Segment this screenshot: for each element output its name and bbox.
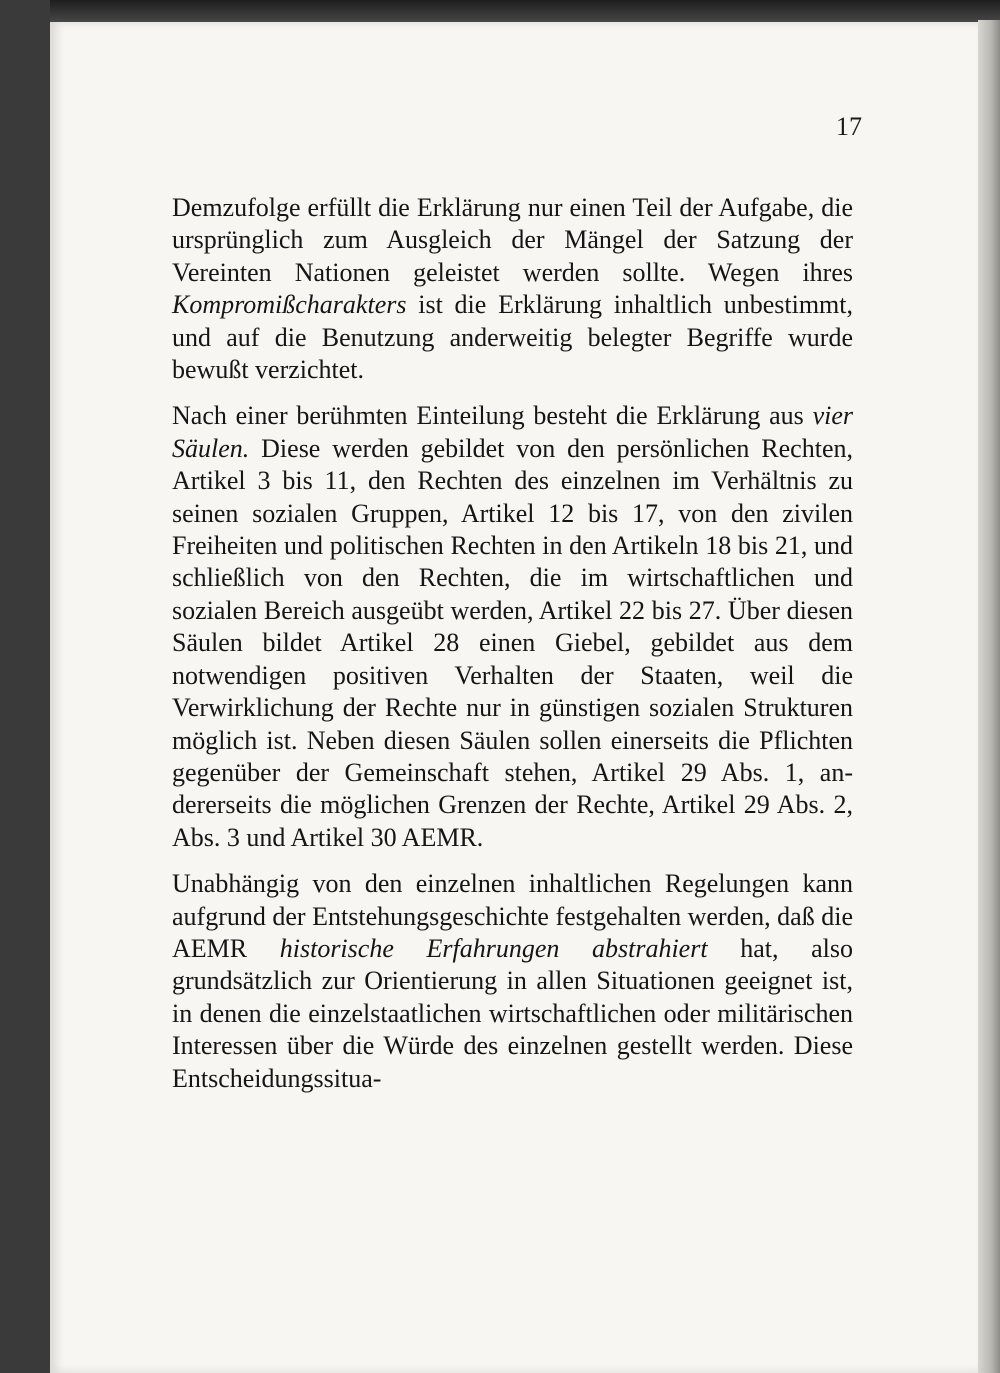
emphasized-text: Kompromißcharakters (172, 290, 407, 320)
paragraph-3 (172, 868, 853, 1095)
text-run: ist die Erklärung inhaltlich unbestimmt, und auf die Benutzung anderweitig belegter Begriffe wurde bewußt verzichtet. (172, 290, 853, 385)
paragraph-2 (172, 400, 853, 854)
emphasized-text: historische Erfahrungen abstrahiert (279, 933, 708, 963)
page-edge-shadow (978, 20, 1000, 1373)
text-run: Nach einer berühmten Einteilung besteht die Erklärung aus (172, 401, 813, 431)
emphasized-text: vier Säulen. (172, 401, 853, 463)
scan-top-edge (50, 0, 1000, 24)
text-run: Unabhängig von den einzelnen inhaltlichen Regelungen kann aufgrund der Entstehungsgeschichte festgehalten werden, daß die AEMR (172, 869, 853, 963)
text-run: Diese werden gebildet von den persönlichen Rechten, Artikel 3 bis 11, den Rechten des einzelnen im Verhältnis zu seinen sozialen Gruppen, Artikel 12 bis 17, von den zivilen Freiheiten und politischen Rechten in den Artikeln 18 bis 21, und schließlich von den Rechten, die im wirtschaftlichen und sozialen Bereich ausgeübt werden, Artikel 22 bis 27. Über diesen Säulen bildet Artikel 28 einen Giebel, gebildet aus dem notwendigen positiven Verhalten der Staaten, weil die Verwirklichung der Rechte nur in günstigen sozialen Strukturen möglich ist. Neben diesen Säulen sollen einerseits die Pflichten gegenüber der Gemeinschaft stehen, Artikel 29 Abs. 1, andererseits die möglichen Grenzen der Rechte, Artikel 29 Abs. 2, Abs. 3 und Artikel 30 AEMR. (172, 433, 853, 852)
text-run: Demzufolge erfüllt die Erklärung nur einen Teil der Aufgabe, die ursprünglich zum Ausgleich der Mängel der Satzung der Vereinten Nationen geleistet werden sollte. Wegen ihres (172, 193, 853, 287)
paragraph-1 (172, 192, 853, 386)
text-run: hat, also grundsätzlich zur Orientierung in allen Situationen geeignet ist, in denen die einzelstaatlichen wirtschaftlichen oder militärischen Interessen über die Würde des einzelnen gestellt werden. Diese Entscheidungssitua- (172, 933, 853, 1093)
page-number: 17 (836, 112, 862, 141)
body-text (172, 192, 853, 1109)
